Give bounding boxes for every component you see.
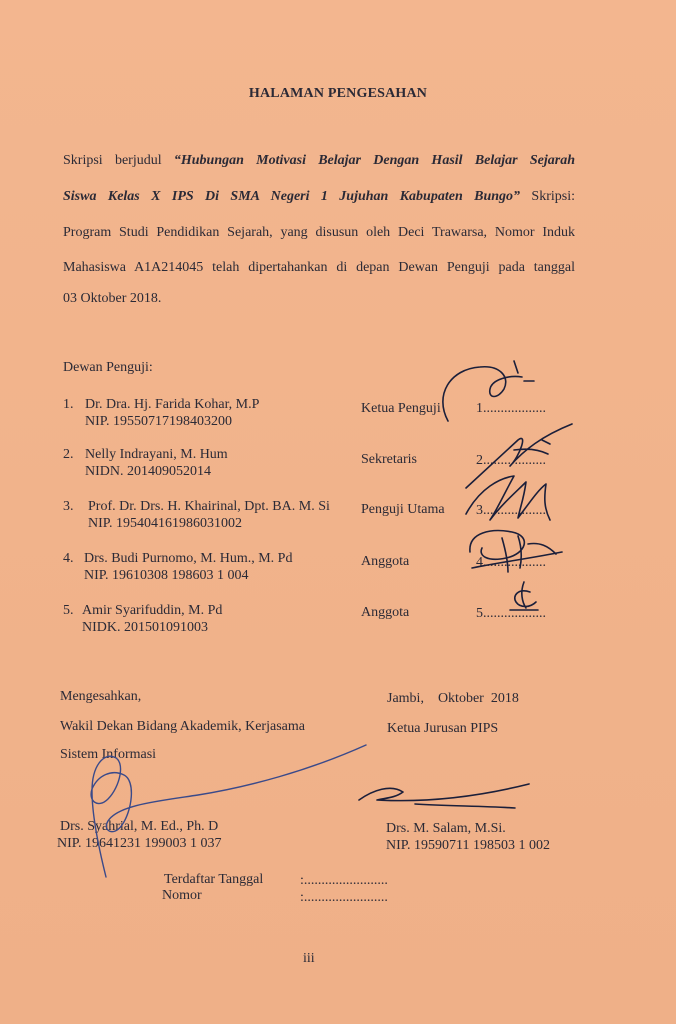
page-number: iii [303, 951, 315, 966]
examiner-id: NIDN. 201409052014 [85, 464, 211, 479]
place-date: Jambi, Oktober 2018 [387, 691, 519, 706]
examiner-id: NIP. 19610308 198603 1 004 [84, 568, 249, 583]
examiner-role: Anggota [361, 605, 410, 620]
signature-line: 1.................. [476, 401, 546, 416]
intro-text: Skripsi: [520, 189, 575, 204]
registry-date-label: Terdaftar Tanggal [164, 872, 264, 887]
thesis-title-part-1: “Hubungan Motivasi Belajar Dengan Hasil Belajar Sejarah [173, 153, 575, 168]
examiner-name: Dr. Dra. Hj. Farida Kohar, M.P [85, 397, 260, 412]
examiner-name: Amir Syarifuddin, M. Pd [82, 603, 223, 618]
signature-line: 5.................. [476, 606, 546, 621]
intro-line-4: Mahasiswa A1A214045 telah dipertahankan di depan Dewan Penguji pada tanggal [63, 260, 575, 275]
signature-examiner-4 [462, 518, 567, 578]
examiner-number: 1. [63, 397, 74, 412]
intro-line-3: Program Studi Pendidikan Sejarah, yang disusun oleh Deci Trawarsa, Nomor Induk [63, 225, 575, 240]
examiner-id: NIP. 19550717198403200 [85, 414, 233, 429]
intro-text: Skripsi berjudul [63, 153, 174, 168]
intro-line-5: 03 Oktober 2018. [63, 291, 162, 306]
examiner-name: Prof. Dr. Drs. H. Khairinal, Dpt. BA. M. Si [88, 499, 330, 514]
examiners-heading: Dewan Penguji: [63, 360, 153, 375]
examiner-role: Anggota [361, 554, 410, 569]
examiner-name: Nelly Indrayani, M. Hum [85, 447, 228, 462]
department-head-id: NIP. 19590711 198503 1 002 [386, 838, 550, 853]
thesis-title-part-2: Siswa Kelas X IPS Di SMA Negeri 1 Jujuhan Kabupaten Bungo” [63, 189, 521, 204]
approver-name: Drs. Syahrial, M. Ed., Ph. D [60, 819, 219, 834]
examiner-role: Sekretaris [361, 452, 417, 467]
intro-line-1 [63, 153, 575, 169]
examiner-number: 2. [63, 447, 74, 462]
department-head-name: Drs. M. Salam, M.Si. [386, 821, 506, 836]
signature-vice-dean [78, 735, 378, 885]
registry-date-value: :........................ [300, 873, 388, 888]
signature-line: 4.................. [476, 555, 546, 570]
intro-line-2 [63, 189, 575, 205]
registry-number-value: :........................ [300, 890, 388, 905]
registry-number-label: Nomor [162, 888, 202, 903]
examiner-role: Penguji Utama [361, 502, 445, 517]
signature-line: 2.................. [476, 453, 546, 468]
approver-title: Wakil Dekan Bidang Akademik, Kerjasama [60, 719, 305, 734]
department-head-title: Ketua Jurusan PIPS [387, 721, 499, 736]
examiner-number: 5. [63, 603, 74, 618]
page-title: HALAMAN PENGESAHAN [248, 86, 428, 101]
examiner-id: NIP. 195404161986031002 [88, 516, 243, 531]
approver-title-continued: Sistem Informasi [60, 747, 157, 762]
signature-line: 3.................. [476, 503, 546, 518]
examiner-id: NIDK. 201501091003 [82, 620, 208, 635]
signature-examiner-5 [500, 578, 545, 616]
approval-heading: Mengesahkan, [60, 689, 142, 704]
approver-id: NIP. 19641231 199003 1 037 [57, 836, 222, 851]
examiner-number: 3. [63, 499, 74, 514]
signature-department-head [355, 770, 540, 830]
examiner-role: Ketua Penguji [361, 401, 441, 416]
examiner-name: Drs. Budi Purnomo, M. Hum., M. Pd [84, 551, 293, 566]
examiner-number: 4. [63, 551, 74, 566]
